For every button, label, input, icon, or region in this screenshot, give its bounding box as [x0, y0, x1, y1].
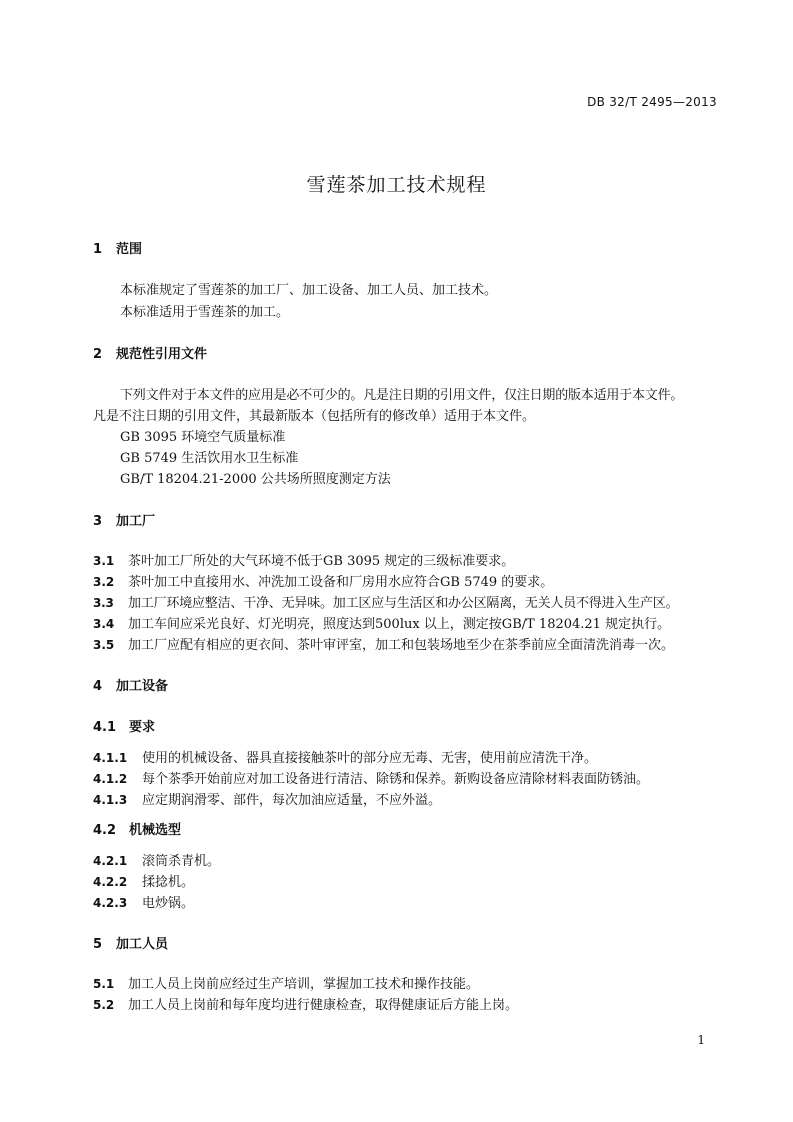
clause-text: 加工人员上岗前和每年度均进行健康检查，取得健康证后方能上岗。	[128, 998, 519, 1013]
clause-item	[93, 555, 514, 568]
clause-text: 电炒锅。	[142, 896, 195, 911]
clause-text: 加工车间应采光良好、灯光明亮，照度达到500lux 以上，测定按GB/T 18204.21 规定执行。	[128, 617, 671, 632]
section-title: 加工厂	[116, 514, 156, 529]
section-number: 1	[93, 242, 103, 257]
clause-number: 5.1	[93, 977, 115, 991]
section-2-heading	[93, 348, 207, 361]
clause-number: 3.1	[93, 554, 115, 568]
clause-text: 茶叶加工厂所处的大气环境不低于GB 3095 规定的三级标准要求。	[128, 554, 515, 569]
standard-number: DB 32/T 2495—2013	[587, 95, 717, 109]
clause-item	[93, 876, 194, 889]
document-title: 雪莲茶加工技术规程	[306, 174, 487, 196]
reference-item: GB/T 18204.21-2000 公共场所照度测定方法	[120, 472, 391, 487]
paragraph: 下列文件对于本文件的应用是必不可少的。凡是注日期的引用文件，仅注日期的版本适用于本文件。	[120, 388, 684, 403]
section-3-heading	[93, 515, 155, 528]
clause-text: 茶叶加工中直接用水、冲洗加工设备和厂房用水应符合GB 5749 的要求。	[128, 575, 554, 590]
section-number: 5	[93, 937, 103, 952]
section-1-heading	[93, 243, 142, 256]
clause-number: 3.4	[93, 617, 115, 631]
clause-number: 4.1.1	[93, 751, 128, 765]
clause-item	[93, 639, 674, 652]
paragraph: 本标准适用于雪莲茶的加工。	[120, 305, 290, 320]
clause-item	[93, 978, 479, 991]
paragraph: 本标准规定了雪莲茶的加工厂、加工设备、加工人员、加工技术。	[120, 283, 498, 298]
clause-number: 5.2	[93, 998, 115, 1012]
subsection-number: 4.2	[93, 823, 117, 838]
clause-text: 加工人员上岗前应经过生产培训，掌握加工技术和操作技能。	[128, 977, 480, 992]
clause-item	[93, 773, 649, 786]
section-title: 加工设备	[116, 679, 169, 694]
clause-item	[93, 855, 220, 868]
clause-text: 滚筒杀青机。	[142, 854, 221, 869]
clause-number: 4.2.2	[93, 875, 128, 889]
clause-number: 4.2.1	[93, 854, 128, 868]
clause-item	[93, 618, 670, 631]
reference-item: GB 3095 环境空气质量标准	[120, 430, 286, 445]
clause-text: 使用的机械设备、器具直接接触茶叶的部分应无毒、无害，使用前应清洗干净。	[142, 751, 598, 766]
paragraph: 凡是不注日期的引用文件，其最新版本（包括所有的修改单）适用于本文件。	[93, 409, 536, 424]
clause-item	[93, 999, 518, 1012]
subsection-4-2-heading	[93, 824, 181, 837]
clause-text: 加工厂应配有相应的更衣间、茶叶审评室，加工和包装场地至少在茶季前应全面清洗消毒一次。	[128, 638, 675, 653]
section-number: 3	[93, 514, 103, 529]
clause-number: 3.5	[93, 638, 115, 652]
section-5-heading	[93, 938, 168, 951]
section-title: 规范性引用文件	[116, 347, 208, 362]
section-title: 加工人员	[116, 937, 169, 952]
clause-number: 4.1.2	[93, 772, 128, 786]
clause-text: 加工厂环境应整洁、干净、无异味。加工区应与生活区和办公区隔离，无关人员不得进入生产区。	[128, 596, 679, 611]
section-number: 4	[93, 679, 103, 694]
clause-number: 4.1.3	[93, 793, 128, 807]
section-4-heading	[93, 680, 168, 693]
clause-number: 3.2	[93, 575, 115, 589]
section-number: 2	[93, 347, 103, 362]
clause-number: 4.2.3	[93, 896, 128, 910]
clause-item	[93, 576, 553, 589]
subsection-title: 要求	[129, 720, 156, 735]
clause-item	[93, 597, 678, 610]
clause-text: 应定期润滑零、部件，每次加油应适量，不应外溢。	[142, 793, 442, 808]
subsection-title: 机械选型	[129, 823, 182, 838]
clause-text: 每个茶季开始前应对加工设备进行清洁、除锈和保养。新购设备应清除材料表面防锈油。	[142, 772, 650, 787]
subsection-number: 4.1	[93, 720, 117, 735]
section-title: 范围	[116, 242, 143, 257]
subsection-4-1-heading	[93, 721, 155, 734]
clause-number: 3.3	[93, 596, 114, 610]
clause-item	[93, 794, 441, 807]
reference-item: GB 5749 生活饮用水卫生标准	[120, 451, 299, 466]
clause-item	[93, 752, 597, 765]
clause-item	[93, 897, 194, 910]
page-number: 1	[697, 1033, 705, 1047]
clause-text: 揉捻机。	[142, 875, 195, 890]
